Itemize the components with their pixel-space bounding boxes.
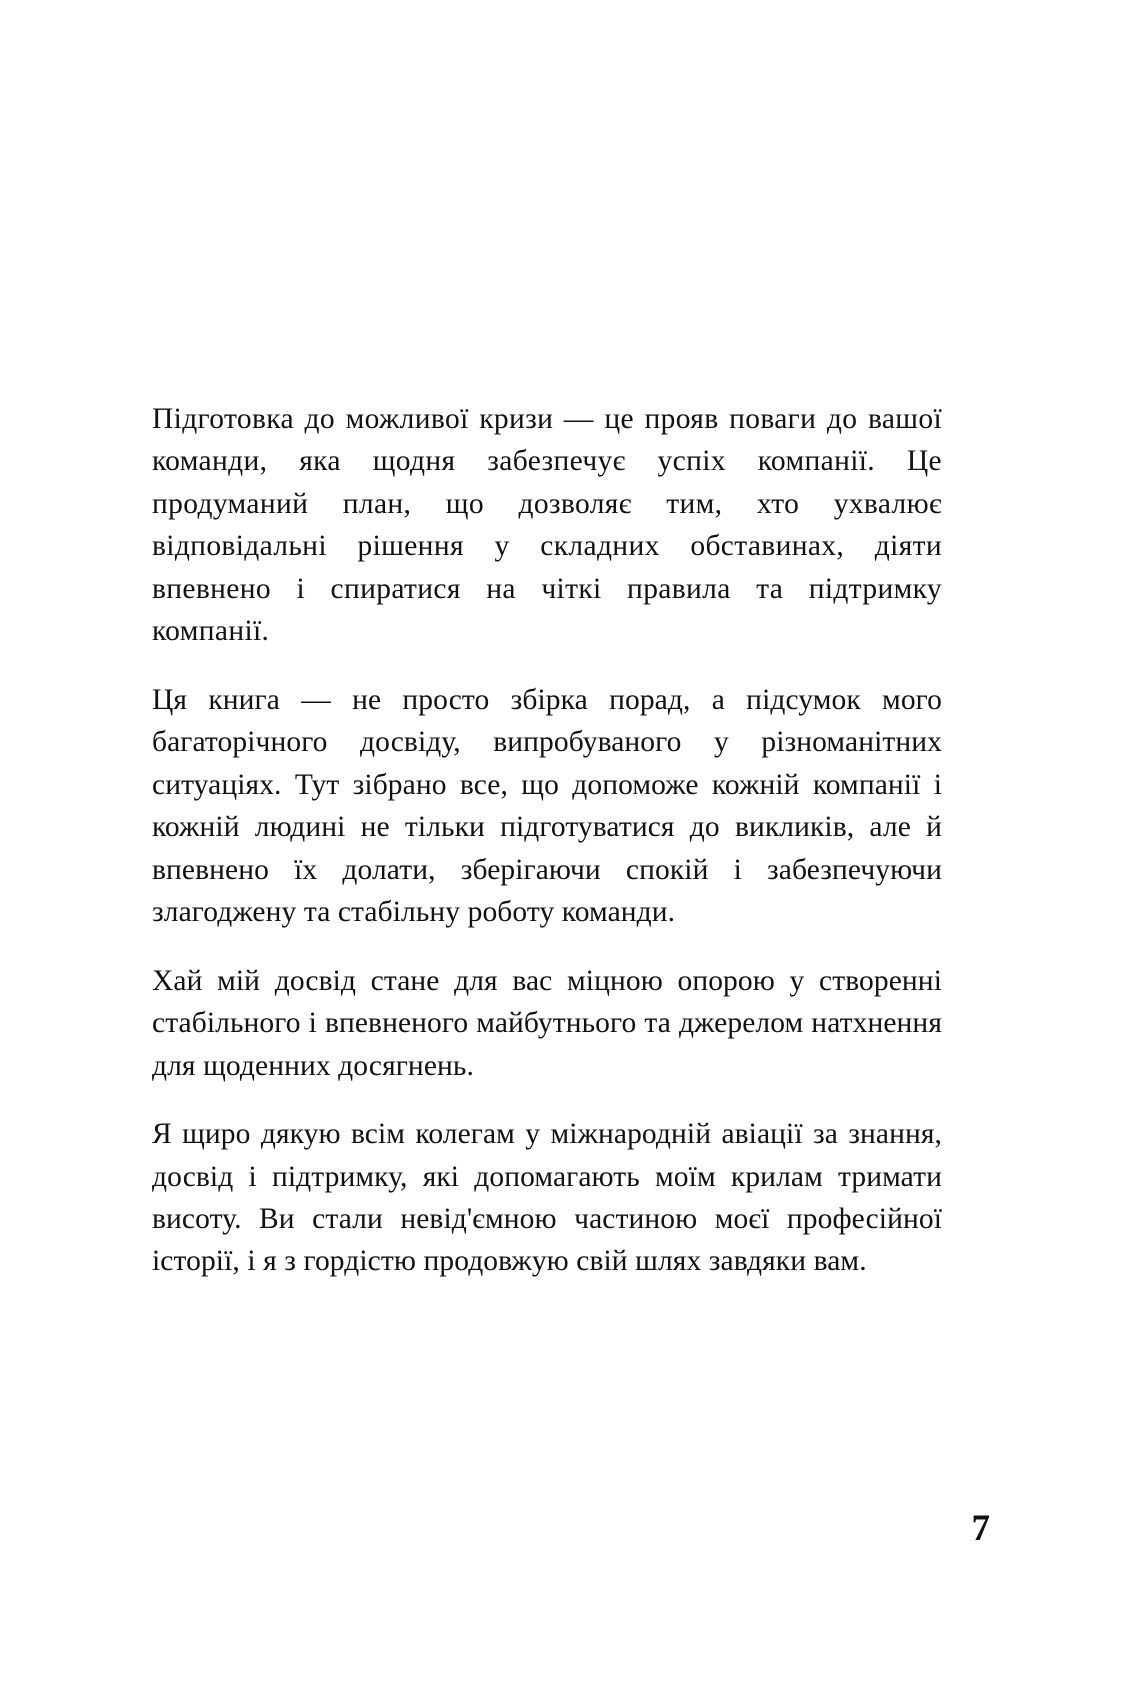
page-body-text xyxy=(152,398,942,1283)
paragraph-1: Підготовка до можливої кризи — це прояв поваги до вашої команди, яка щодня забезпечує успіх компанії. Це продуманий план, що дозволяє тим, хто ухвалює відповідальні рішення у складних обставинах, діяти впевнено і спиратися на чіткі правила та підтримку компанії. xyxy=(152,403,942,648)
page-number: 7 xyxy=(971,1508,990,1549)
paragraph-3: Хай мій досвід стане для вас міцною опорою у створенні стабільного і впевненого майбутнього та джерелом натхнення для щоденних досягнень. xyxy=(152,964,942,1082)
paragraph-2: Ця книга — не просто збірка порад, а підсумок мого багаторічного досвіду, випробуваного у різноманітних ситуаціях. Тут зібрано все, що допоможе кожній компанії і кожній людині не тільки підготуватися до викликів, але й впевнено їх долати, зберігаючи спокій і забезпечуючи злагоджену та стабільну роботу команди. xyxy=(152,683,942,929)
paragraph-4: Я щиро дякую всім колегам у міжнародній авіації за знання, досвід і підтримку, які допомагають моїм крилам тримати висоту. Ви стали невід'ємною частиною моєї професійної історії, і я з гордістю продовжую свій шлях завдяки вам. xyxy=(152,1118,942,1278)
